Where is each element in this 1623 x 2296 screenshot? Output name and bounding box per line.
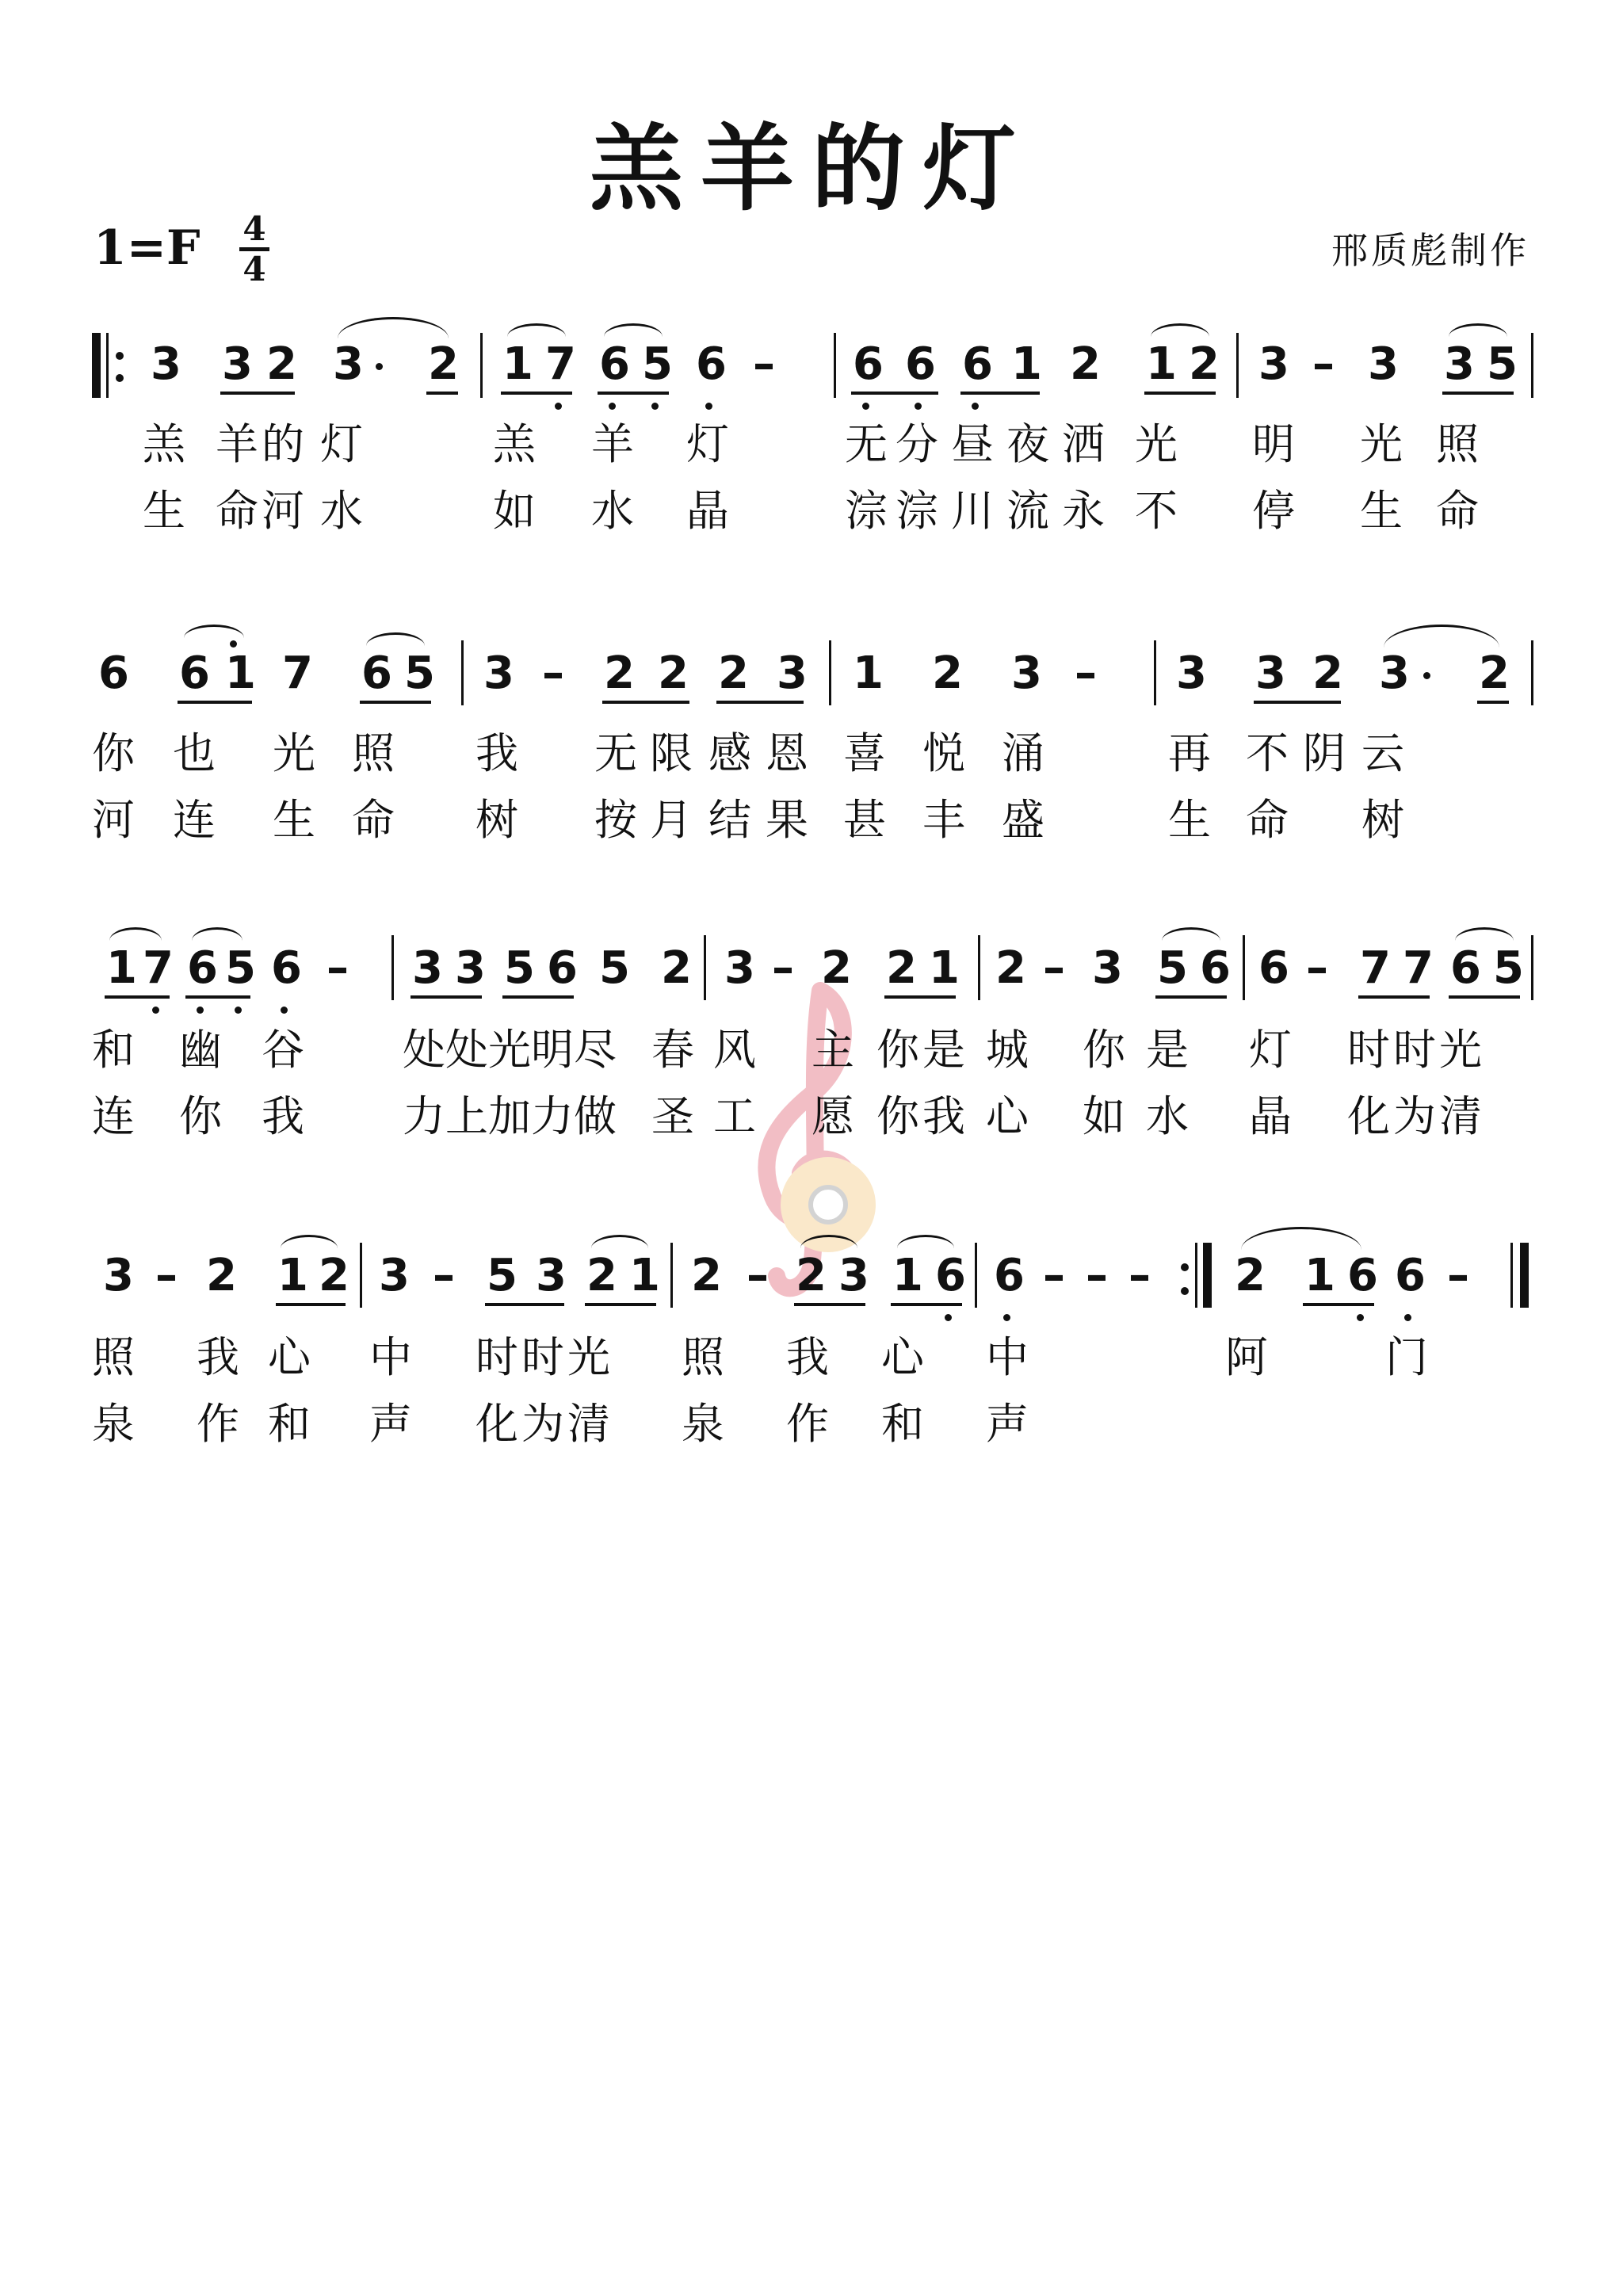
lyric: 你 — [92, 728, 135, 778]
lyric: 阿 — [1225, 1332, 1268, 1382]
lyric: 永 — [1062, 486, 1105, 536]
lyric: 连 — [92, 1091, 135, 1141]
lyric: 时 — [1347, 1025, 1390, 1075]
lyric: 心 — [986, 1091, 1029, 1141]
lyric: 光 — [1360, 419, 1403, 469]
lyric: 做 — [574, 1091, 617, 1141]
lyric: 再 — [1168, 728, 1211, 778]
lyric: 如 — [493, 486, 536, 536]
lyric: 处 — [445, 1025, 488, 1075]
lyric: 中 — [369, 1332, 412, 1382]
lyric: 生 — [273, 795, 315, 845]
lyric: 门 — [1385, 1332, 1428, 1382]
lyric: 我 — [475, 728, 518, 778]
arranger-credit: 邢质彪制作 — [1331, 229, 1529, 272]
lyric: 灯 — [1249, 1025, 1292, 1075]
lyric: 春 — [651, 1025, 694, 1075]
lyric: 甚 — [843, 795, 886, 845]
lyric: 悦 — [922, 728, 965, 778]
lyric: 生 — [143, 486, 185, 536]
lyric: 和 — [92, 1025, 135, 1075]
lyric: 盛 — [1002, 795, 1044, 845]
lyric: 力 — [531, 1091, 574, 1141]
lyric: 阴 — [1303, 728, 1346, 778]
lyric: 川 — [951, 486, 994, 536]
lyric: 时 — [521, 1332, 564, 1382]
lyric: 生 — [1168, 795, 1211, 845]
lyric: 命 — [1246, 795, 1289, 845]
lyric: 的 — [262, 419, 304, 469]
lyric: 不 — [1135, 486, 1178, 536]
lyric: 不 — [1246, 728, 1289, 778]
lyric: 和 — [268, 1399, 311, 1449]
lyric: 主 — [812, 1025, 854, 1075]
lyric: 涌 — [1002, 728, 1044, 778]
lyric: 你 — [876, 1025, 919, 1075]
lyric: 也 — [173, 728, 216, 778]
lyric: 羔 — [493, 419, 536, 469]
lyric: 停 — [1252, 486, 1295, 536]
lyric: 心 — [268, 1332, 311, 1382]
lyric: 树 — [1361, 795, 1404, 845]
lyric: 作 — [197, 1399, 239, 1449]
lyric: 愿 — [812, 1091, 854, 1141]
lyric: 你 — [179, 1091, 222, 1141]
lyric: 时 — [1393, 1025, 1436, 1075]
lyric: 你 — [1083, 1025, 1125, 1075]
lyric: 谷 — [262, 1025, 304, 1075]
lyric: 无 — [845, 419, 888, 469]
lyric: 流 — [1006, 486, 1049, 536]
lyric: 淙 — [896, 486, 938, 536]
lyric: 工 — [713, 1091, 756, 1141]
lyric: 果 — [766, 795, 808, 845]
lyric: 声 — [986, 1399, 1029, 1449]
lyric: 水 — [1146, 1091, 1189, 1141]
lyric: 城 — [986, 1025, 1029, 1075]
lyric: 命 — [352, 795, 395, 845]
key-signature: 1=F — [94, 220, 200, 276]
lyric: 夜 — [1006, 419, 1049, 469]
lyric: 清 — [567, 1399, 610, 1449]
lyric: 分 — [896, 419, 938, 469]
lyric: 结 — [708, 795, 751, 845]
lyric: 淙 — [845, 486, 888, 536]
lyric: 晶 — [1249, 1091, 1292, 1141]
lyric: 昼 — [951, 419, 994, 469]
lyric: 声 — [369, 1399, 412, 1449]
lyric: 为 — [1393, 1091, 1436, 1141]
lyric: 明 — [1252, 419, 1295, 469]
lyric: 洒 — [1062, 419, 1105, 469]
lyric: 恩 — [766, 728, 808, 778]
lyric: 我 — [262, 1091, 304, 1141]
lyric: 尽 — [574, 1025, 617, 1075]
lyric: 圣 — [651, 1091, 694, 1141]
lyric: 明 — [531, 1025, 574, 1075]
lyric: 你 — [876, 1091, 919, 1141]
lyric: 是 — [1146, 1025, 1189, 1075]
lyric: 和 — [881, 1399, 924, 1449]
lyric: 生 — [1360, 486, 1403, 536]
lyric: 是 — [922, 1025, 965, 1075]
lyric: 水 — [591, 486, 634, 536]
lyric: 月 — [650, 795, 693, 845]
lyric: 光 — [273, 728, 315, 778]
lyric: 光 — [1135, 419, 1178, 469]
lyric: 泉 — [682, 1399, 724, 1449]
lyric: 我 — [922, 1091, 965, 1141]
lyric: 风 — [713, 1025, 756, 1075]
song-title: 羔羊的灯 — [589, 113, 1033, 223]
lyric: 清 — [1439, 1091, 1482, 1141]
lyric: 幽 — [179, 1025, 222, 1075]
lyric: 作 — [786, 1399, 829, 1449]
lyric: 命 — [216, 486, 258, 536]
lyric: 灯 — [320, 419, 363, 469]
lyric: 光 — [567, 1332, 610, 1382]
lyric: 照 — [352, 728, 395, 778]
lyric: 连 — [173, 795, 216, 845]
lyric: 照 — [1436, 419, 1479, 469]
lyric: 羔 — [143, 419, 185, 469]
lyric: 无 — [594, 728, 637, 778]
lyric: 灯 — [686, 419, 729, 469]
lyric: 限 — [650, 728, 693, 778]
lyric: 河 — [92, 795, 135, 845]
lyric: 加 — [488, 1091, 531, 1141]
lyric: 照 — [682, 1332, 724, 1382]
lyric: 光 — [1439, 1025, 1482, 1075]
lyric: 照 — [92, 1332, 135, 1382]
lyric: 心 — [881, 1332, 924, 1382]
lyric: 感 — [708, 728, 751, 778]
lyric: 晶 — [686, 486, 729, 536]
lyric: 河 — [262, 486, 304, 536]
lyric: 按 — [594, 795, 637, 845]
lyric: 处 — [403, 1025, 445, 1075]
lyric: 云 — [1361, 728, 1404, 778]
time-sig-top: 4 — [242, 209, 266, 248]
lyric: 如 — [1083, 1091, 1125, 1141]
time-signature — [236, 211, 273, 288]
lyric: 光 — [488, 1025, 531, 1075]
lyric: 喜 — [843, 728, 886, 778]
time-sig-bottom: 4 — [242, 250, 266, 288]
lyric: 化 — [475, 1399, 518, 1449]
lyric: 泉 — [92, 1399, 135, 1449]
lyric: 化 — [1347, 1091, 1390, 1141]
lyric: 丰 — [922, 795, 965, 845]
lyric: 中 — [986, 1332, 1029, 1382]
lyric: 树 — [475, 795, 518, 845]
lyric: 我 — [786, 1332, 829, 1382]
lyric: 时 — [475, 1332, 518, 1382]
lyric: 我 — [197, 1332, 239, 1382]
lyric: 上 — [445, 1091, 488, 1141]
lyric: 水 — [320, 486, 363, 536]
lyric: 羊 — [591, 419, 634, 469]
lyric: 羊 — [216, 419, 258, 469]
lyric: 力 — [403, 1091, 445, 1141]
lyric: 命 — [1436, 486, 1479, 536]
lyric: 为 — [521, 1399, 564, 1449]
